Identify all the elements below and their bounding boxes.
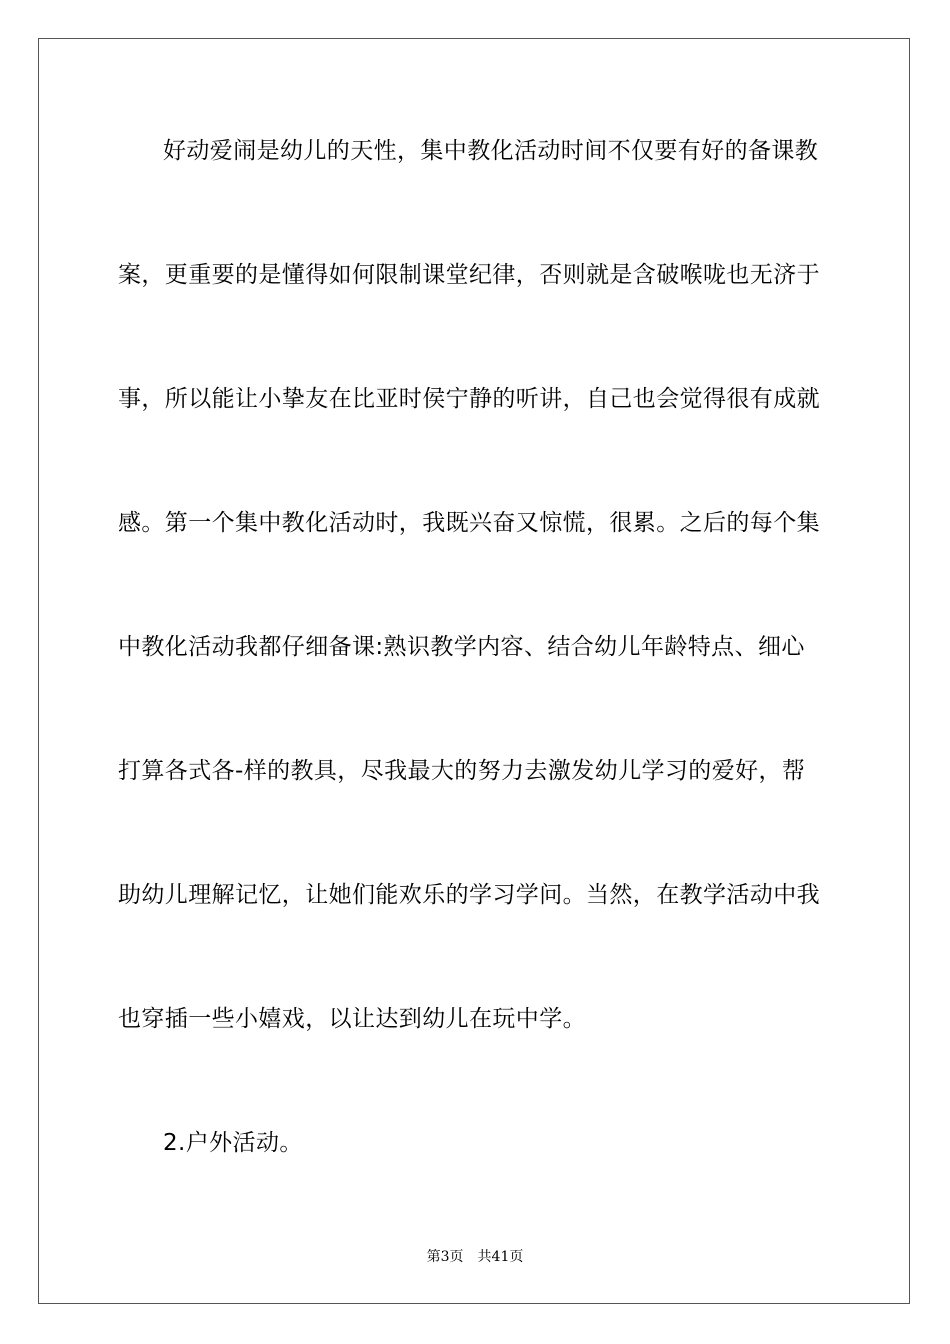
page-footer [0, 1248, 950, 1266]
paragraph-line-1: 好动爱闹是幼儿的天性，集中教化活动时间不仅要有好的备课教 [163, 138, 819, 164]
paragraph-line-6: 打算各式各-样的教具，尽我最大的努力去激发幼儿学习的爱好，帮 [118, 758, 806, 784]
page-number: 第3页 [426, 1249, 464, 1265]
page-border [38, 38, 910, 1304]
paragraph-line-2: 案，更重要的是懂得如何限制课堂纪律，否则就是含破喉咙也无济于 [118, 262, 820, 288]
paragraph-line-8: 也穿插一些小嬉戏，以让达到幼儿在玩中学。 [118, 1006, 586, 1032]
paragraph-line-3: 事，所以能让小挚友在比亚时侯宁静的听讲，自己也会觉得很有成就 [118, 386, 820, 412]
section-heading: 2.户外活动。 [163, 1130, 303, 1156]
paragraph-line-4: 感。第一个集中教化活动时，我既兴奋又惊慌，很累。之后的每个集 [118, 510, 820, 536]
paragraph-line-5: 中教化活动我都仔细备课:熟识教学内容、结合幼儿年龄特点、细心 [118, 634, 805, 660]
total-pages: 共41页 [477, 1249, 524, 1265]
paragraph-line-7: 助幼儿理解记忆，让她们能欢乐的学习学问。当然，在教学活动中我 [118, 882, 820, 908]
